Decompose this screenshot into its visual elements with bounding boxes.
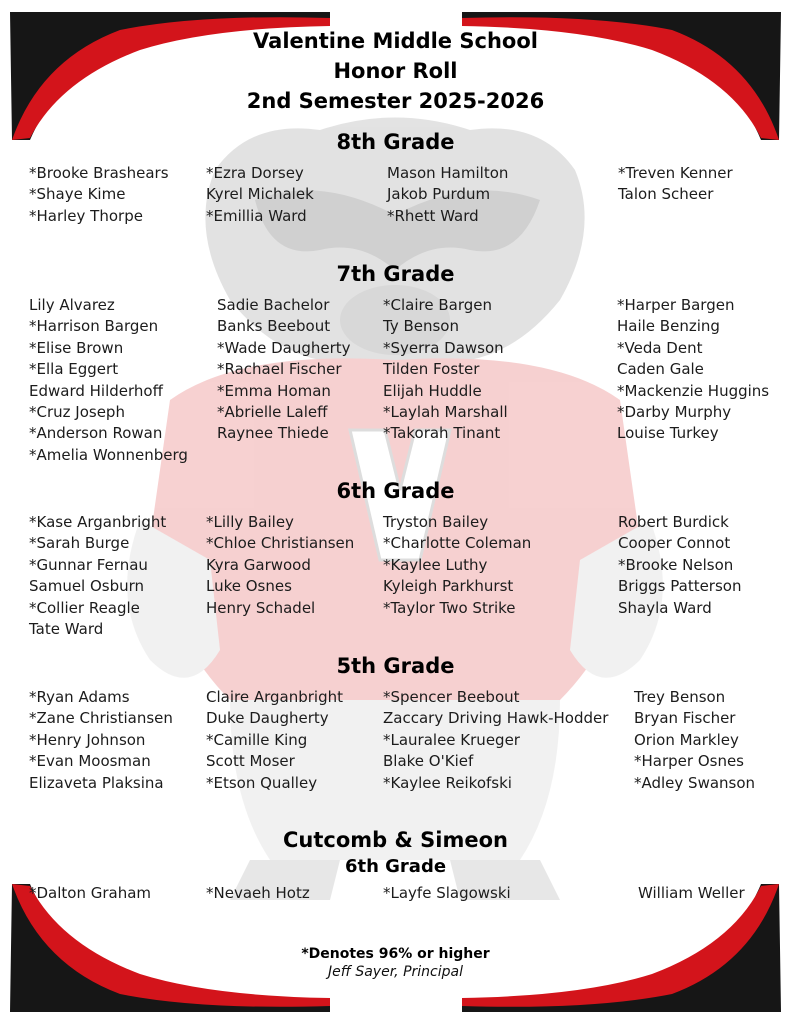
list-item: *Adley Swanson — [634, 773, 756, 792]
list-item: *Harley Thorpe — [29, 206, 143, 225]
list-item: *Harrison Bargen — [29, 317, 159, 336]
grade7-column-1 — [29, 295, 188, 466]
list-item: *Kaylee Luthy — [383, 555, 488, 574]
list-item: *Laylah Marshall — [383, 402, 508, 421]
grade8-column-3 — [387, 163, 508, 227]
list-item: Bryan Fischer — [634, 709, 736, 728]
list-item: Tryston Bailey — [383, 513, 489, 531]
grade6-column-4 — [618, 512, 741, 619]
section-subtitle-cutcomb-grade: 6th Grade — [344, 856, 447, 877]
list-item: *Veda Dent — [617, 338, 703, 357]
list-item: Kyrel Michalek — [206, 185, 314, 204]
list-item: *Rachael Fischer — [217, 360, 342, 379]
list-item: Sadie Bachelor — [217, 296, 330, 314]
list-item: *Spencer Beebout — [383, 688, 520, 706]
cutcomb-column-4 — [638, 883, 745, 904]
grade8-column-2 — [206, 163, 314, 227]
list-item: *Amelia Wonnenberg — [29, 445, 188, 464]
list-item: Lily Alvarez — [29, 296, 115, 314]
grade6-column-3 — [383, 512, 531, 619]
list-item: *Harper Osnes — [634, 752, 744, 771]
list-item: *Kase Arganbright — [29, 513, 167, 531]
list-item: Edward Hilderhoff — [29, 381, 163, 400]
list-item: *Treven Kenner — [618, 164, 733, 182]
list-item: Luke Osnes — [206, 577, 292, 596]
list-item: Raynee Thiede — [217, 424, 329, 443]
list-item: *Dalton Graham — [29, 884, 152, 902]
list-item: *Darby Murphy — [617, 402, 732, 421]
list-item: *Etson Qualley — [206, 773, 318, 792]
grade5-column-4 — [634, 687, 755, 794]
list-item: *Lilly Bailey — [206, 513, 294, 531]
list-item: Blake O'Kief — [383, 752, 474, 771]
list-item: *Gunnar Fernau — [29, 555, 148, 574]
list-item: *Henry Johnson — [29, 730, 146, 749]
list-item: *Lauralee Krueger — [383, 730, 520, 749]
list-item: *Ezra Dorsey — [206, 164, 304, 182]
list-item: *Rhett Ward — [387, 206, 479, 225]
grade6-column-1 — [29, 512, 166, 640]
list-item: *Abrielle Laleff — [217, 402, 328, 421]
list-item: Kyra Garwood — [206, 555, 311, 574]
list-item: Cooper Connot — [618, 534, 731, 553]
list-item: Louise Turkey — [617, 424, 719, 443]
list-item: Zaccary Driving Hawk-Hodder — [383, 709, 609, 728]
section-title-cutcomb-simeon: Cutcomb & Simeon — [283, 828, 508, 852]
list-item: Mason Hamilton — [387, 164, 509, 182]
list-item: *Wade Daugherty — [217, 338, 351, 357]
footnote: *Denotes 96% or higher — [301, 946, 490, 962]
list-item: Briggs Patterson — [618, 577, 742, 596]
list-item: Banks Beebout — [217, 317, 331, 336]
list-item: *Anderson Rowan — [29, 424, 163, 443]
cutcomb-column-2 — [206, 883, 310, 904]
section-title-grade-5: 5th Grade — [336, 654, 455, 678]
section-title-grade-6: 6th Grade — [336, 479, 455, 503]
list-item: Orion Markley — [634, 730, 739, 749]
list-item: Samuel Osburn — [29, 577, 145, 596]
list-item: Scott Moser — [206, 752, 295, 771]
list-item: Elizaveta Plaksina — [29, 773, 164, 792]
list-item: Elijah Huddle — [383, 381, 482, 400]
list-item: *Ryan Adams — [29, 688, 130, 706]
list-item: *Syerra Dawson — [383, 338, 504, 357]
list-item: Robert Burdick — [618, 513, 729, 531]
list-item: *Zane Christiansen — [29, 709, 173, 728]
list-item: *Brooke Nelson — [618, 555, 734, 574]
grade5-column-2 — [206, 687, 343, 794]
principal-signature: Jeff Sayer, Principal — [328, 964, 463, 980]
list-item: *Emillia Ward — [206, 206, 307, 225]
cutcomb-column-1 — [29, 883, 151, 904]
list-item: Trey Benson — [634, 688, 726, 706]
list-item: Shayla Ward — [618, 598, 712, 617]
page-title: Honor Roll — [333, 59, 458, 83]
section-title-grade-8: 8th Grade — [336, 130, 455, 154]
grade6-column-2 — [206, 512, 354, 619]
list-item: *Taylor Two Strike — [383, 598, 516, 617]
list-item: *Sarah Burge — [29, 534, 130, 553]
grade5-column-3 — [383, 687, 608, 794]
list-item: *Camille King — [206, 730, 308, 749]
list-item: *Ella Eggert — [29, 360, 119, 379]
list-item: Haile Benzing — [617, 317, 720, 336]
school-name: Valentine Middle School — [253, 29, 538, 53]
list-item: *Collier Reagle — [29, 598, 140, 617]
list-item: *Brooke Brashears — [29, 164, 169, 182]
list-item: *Nevaeh Hotz — [206, 884, 310, 902]
list-item: *Shaye Kime — [29, 185, 126, 204]
list-item: *Kaylee Reikofski — [383, 773, 512, 792]
grade7-column-3 — [383, 295, 508, 445]
list-item: Caden Gale — [617, 360, 704, 379]
list-item: Kyleigh Parkhurst — [383, 577, 514, 596]
grade8-column-1 — [29, 163, 169, 227]
grade5-column-1 — [29, 687, 173, 794]
list-item: *Evan Moosman — [29, 752, 151, 771]
list-item: Ty Benson — [383, 317, 459, 336]
grade7-column-4 — [617, 295, 769, 445]
list-item: *Emma Homan — [217, 381, 331, 400]
list-item: *Elise Brown — [29, 338, 124, 357]
list-item: *Charlotte Coleman — [383, 534, 532, 553]
list-item: *Mackenzie Huggins — [617, 381, 770, 400]
grade7-column-2 — [217, 295, 351, 445]
list-item: Tilden Foster — [383, 360, 480, 379]
list-item: Henry Schadel — [206, 598, 316, 617]
section-title-grade-7: 7th Grade — [336, 262, 455, 286]
list-item: Tate Ward — [29, 619, 104, 638]
list-item: William Weller — [638, 884, 745, 902]
grade8-column-4 — [618, 163, 733, 206]
list-item: Claire Arganbright — [206, 688, 343, 706]
list-item: *Takorah Tinant — [383, 424, 501, 443]
list-item: Jakob Purdum — [387, 185, 491, 204]
list-item: *Cruz Joseph — [29, 402, 125, 421]
list-item: *Harper Bargen — [617, 296, 735, 314]
list-item: *Chloe Christiansen — [206, 534, 355, 553]
term-label: 2nd Semester 2025-2026 — [246, 89, 545, 113]
list-item: Duke Daugherty — [206, 709, 329, 728]
list-item: *Claire Bargen — [383, 296, 492, 314]
list-item: Talon Scheer — [618, 185, 714, 204]
list-item: *Layfe Slagowski — [383, 884, 511, 902]
cutcomb-column-3 — [383, 883, 511, 904]
